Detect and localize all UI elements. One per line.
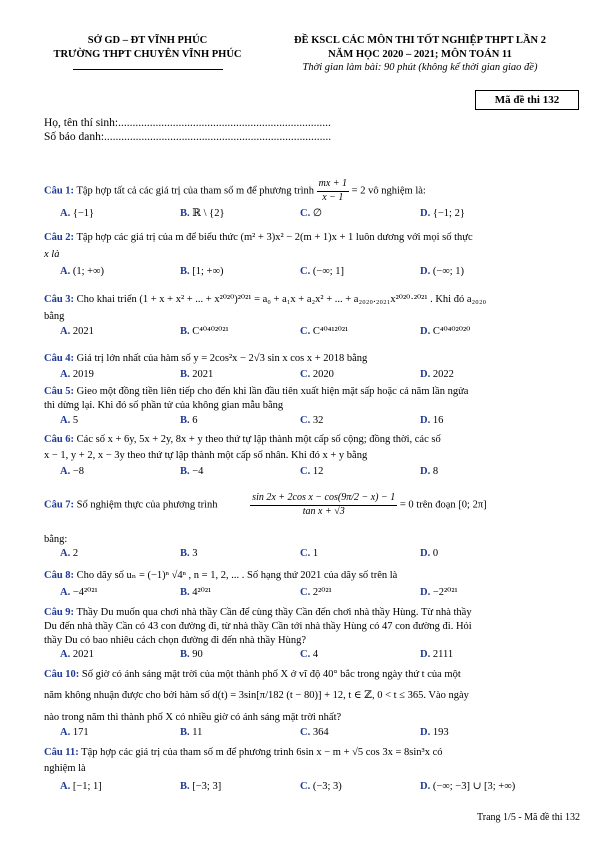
option-c: C. ∅	[300, 208, 322, 219]
option-b: B. 11	[180, 727, 203, 738]
q-text: Số nghiệm thực của phương trình	[76, 499, 218, 511]
q-label: Câu 1:	[44, 185, 75, 197]
q-text: Cho khai triển (1 + x + x² + ... + x²⁰²⁰)²⁰²¹ = a₀ + a₁x + a₂x² + ... + a₂₀₂₀.₂₀₂₁x²⁰²⁰·²⁰²¹ . Khi đó a₂₀₂₀	[76, 294, 487, 305]
option-d: D. −2²⁰²¹	[420, 587, 458, 598]
option-c: C. 4	[300, 649, 319, 660]
question-7-line2: bằng:	[44, 534, 68, 545]
q-text: Tập hợp các giá trị của tham số m để phương trình 6sin x − m + √5 cos 3x = 8sin³x có	[81, 747, 443, 758]
option-a: A. [−1; 1]	[60, 781, 102, 792]
q-text-tail: = 2 vô nghiệm là:	[351, 185, 426, 197]
question-5-line2: thì dừng lại. Khi đó số phần tử của không gian mẫu bằng	[44, 400, 284, 411]
question-2-line2: x là	[44, 249, 60, 260]
q-text: Các số x + 6y, 5x + 2y, 8x + y theo thứ tự lập thành một cấp số cộng; đồng thời, các số	[76, 434, 441, 445]
q-text: Số giờ có ánh sáng mặt trời của một thành phố X ở vĩ độ 40° bắc trong ngày thứ t của một	[81, 669, 461, 680]
option-a: A. 171	[60, 727, 89, 738]
option-d: D. 193	[420, 727, 449, 738]
q-fraction: $\frac{mx + 1}{x - 1}$	[318, 178, 348, 203]
question-9	[44, 606, 574, 619]
option-d: D. 16	[420, 415, 444, 426]
option-d: D. 8	[420, 466, 439, 477]
question-4-options	[60, 368, 580, 382]
question-10-options	[60, 726, 580, 740]
question-9-line3: thầy Du có bao nhiêu cách chọn đường đi đến nhà thầy Hùng?	[44, 635, 307, 646]
question-5-options	[60, 414, 580, 428]
exam-year: NĂM HỌC 2020 – 2021; MÔN TOÁN 11	[328, 48, 512, 60]
option-b: B. ℝ \ {2}	[180, 208, 225, 219]
question-3	[44, 293, 574, 306]
option-d: D. 2022	[420, 369, 454, 380]
option-b: B. [−3; 3]	[180, 781, 222, 792]
option-b: B. 3	[180, 548, 198, 559]
option-c: C. 2020	[300, 369, 334, 380]
q-label: Câu 11:	[44, 747, 79, 758]
option-a: A. 2	[60, 548, 79, 559]
q-label: Câu 2:	[44, 232, 75, 243]
option-b: B. 4²⁰²¹	[180, 587, 212, 598]
option-a: A. 2019	[60, 369, 94, 380]
option-a: A. 2021	[60, 649, 94, 660]
question-10-line3: nào trong năm thì thành phố X có nhiều giờ có ánh sáng mặt trời nhất?	[44, 712, 342, 723]
question-9-options	[60, 648, 580, 662]
option-c: C. 1	[300, 548, 319, 559]
option-c: C. 12	[300, 466, 324, 477]
option-b: B. C⁴⁰⁴⁰²⁰²¹	[180, 326, 229, 337]
dept-name: SỞ GD – ĐT VĨNH PHÚC	[87, 35, 208, 46]
page-footer: Trang 1/5 - Mã đề thi 132	[477, 812, 580, 823]
option-a: A. −4²⁰²¹	[60, 587, 98, 598]
question-8-options	[60, 586, 580, 600]
exam-duration: Thời gian làm bài: 90 phút (không kể thời gian giao đề)	[302, 62, 538, 74]
option-a: A. 2021	[60, 326, 94, 337]
question-2-options	[60, 265, 580, 279]
question-7-options	[60, 547, 580, 561]
student-name-line: Họ, tên thí sinh:..........................................................................	[44, 117, 331, 129]
q-label: Câu 6:	[44, 434, 75, 445]
option-c: C. C⁴⁰⁴¹²⁰²¹	[300, 326, 349, 337]
option-b: B. [1; +∞)	[180, 266, 224, 277]
question-11-line2: nghiệm là	[44, 763, 86, 774]
question-6-options	[60, 465, 580, 479]
option-c: C. (−3; 3)	[300, 781, 342, 792]
school-name: TRƯỜNG THPT CHUYÊN VĨNH PHÚC	[53, 48, 242, 60]
q-text: Giá trị lớn nhất của hàm số y = 2cos²x − 2√3 sin x cos x + 2018 bằng	[76, 353, 368, 364]
option-d: D. 0	[420, 548, 439, 559]
option-c: C. 2²⁰²¹	[300, 587, 332, 598]
option-b: B. 90	[180, 649, 203, 660]
q-text: Tập hợp tất cả các giá trị của tham số m để phương trình	[76, 185, 314, 197]
q-label: Câu 9:	[44, 607, 75, 618]
option-a: A. (1; +∞)	[60, 266, 105, 277]
question-7	[44, 492, 574, 518]
question-11	[44, 746, 574, 759]
question-3-options	[60, 325, 580, 339]
q-text-tail: = 0 trên đoạn [0; 2π]	[399, 499, 487, 511]
exam-title: ĐỀ KSCL CÁC MÔN THI TỐT NGHIỆP THPT LẦN 2	[294, 35, 546, 46]
option-c: C. (−∞; 1]	[300, 266, 345, 277]
exam-header	[270, 34, 570, 75]
option-c: C. 32	[300, 415, 324, 426]
question-2	[44, 231, 574, 244]
q-label: Câu 4:	[44, 353, 75, 364]
q-text: Tập hợp các giá trị của m để biểu thức (m² + 3)x² − 2(m + 1)x + 1 luôn dương với mọi số thực	[76, 232, 473, 243]
q-label: Câu 5:	[44, 386, 75, 397]
option-d: D. (−∞; 1)	[420, 266, 465, 277]
q-text: Thầy Du muốn qua chơi nhà thầy Cần để cùng thầy Cần đến chơi nhà thầy Hùng. Từ nhà thầy	[76, 607, 472, 618]
option-a: A. {−1}	[60, 208, 95, 219]
option-a: A. −8	[60, 466, 85, 477]
header-underline	[73, 69, 223, 70]
q-label: Câu 10:	[44, 669, 80, 680]
q-text: Gieo một đồng tiền liên tiếp cho đến khi lần đầu tiên xuất hiện mặt sấp hoặc cả năm lần ngửa	[76, 386, 469, 397]
question-6-line2: x − 1, y + 2, x − 3y theo thứ tự lập thành một cấp số nhân. Khi đó x + y bằng	[44, 450, 368, 461]
question-8	[44, 569, 574, 582]
question-5	[44, 385, 574, 398]
question-9-line2: Du đến nhà thầy Cần có 43 con đường đi, từ nhà thầy Cần tới nhà thầy Hùng có 47 con đường đi. Hỏi	[44, 621, 472, 632]
option-b: B. −4	[180, 466, 204, 477]
option-d: D. {−1; 2}	[420, 208, 465, 219]
student-id-line: Số báo danh:...............................................................................	[44, 131, 332, 143]
q-text: Cho dãy số uₙ = (−1)ⁿ √4ⁿ , n = 1, 2, ... . Số hạng thứ 2021 của dãy số trên là	[76, 570, 398, 581]
option-b: B. 2021	[180, 369, 214, 380]
question-6	[44, 433, 574, 446]
option-d: D. (−∞; −3] ∪ [3; +∞)	[420, 781, 516, 792]
q-label: Câu 3:	[44, 294, 75, 305]
q-label: Câu 7:	[44, 499, 75, 511]
question-3-line2: bằng	[44, 311, 65, 322]
option-b: B. 6	[180, 415, 198, 426]
option-d: D. 2111	[420, 649, 454, 660]
exam-code-box: Mã đề thi 132	[475, 90, 579, 110]
q-fraction: $\frac{\text{sin 2x + 2cos x − cos(9π/2 − x) − 1}}{\text{tan x + √3}}$	[252, 492, 396, 517]
question-10	[44, 668, 574, 681]
school-header	[30, 34, 265, 75]
option-d: D. C⁴⁰⁴⁰²⁰²⁰	[420, 326, 471, 337]
question-1-options	[60, 207, 580, 221]
option-a: A. 5	[60, 415, 79, 426]
question-10-line2: năm không nhuận được cho bởi hàm số d(t) = 3sin[π/182 (t − 80)] + 12, t ∈ ℤ, 0 < t ≤ 365. Vào ngày	[44, 690, 469, 701]
question-1	[44, 178, 574, 204]
question-11-options	[60, 780, 580, 794]
q-label: Câu 8:	[44, 570, 75, 581]
option-c: C. 364	[300, 727, 329, 738]
question-4	[44, 352, 574, 365]
